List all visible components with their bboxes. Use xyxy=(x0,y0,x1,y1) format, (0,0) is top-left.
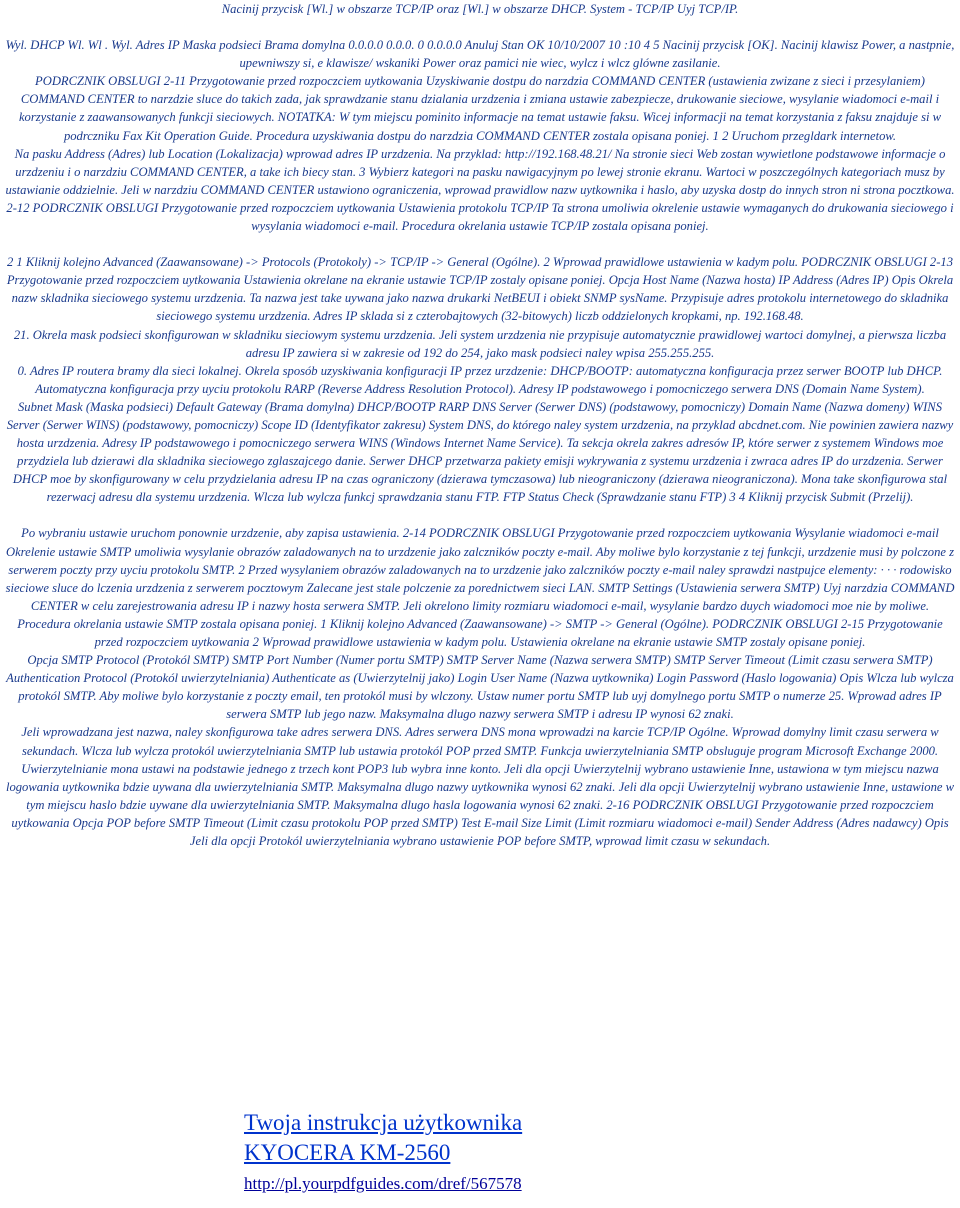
footer-links xyxy=(244,1108,744,1195)
paragraph: PODRCZNIK OBSLUGI 2-11 Przygotowanie przed rozpoczciem uytkowania Uzyskiwanie dostpu do narzdzia COMMAND CENTER (ustawienia zwizane z sieci i przesylaniem) COMMAND CENTER to narzdzie sluce do takich zada, jak sprawdzanie stanu dzialania urzdzenia i zmiana ustawie zabezpiecze, drukowanie sieciowe, wysylanie wiadomoci e-mail i korzystanie z zaawansowanych funkcji sieciowych. NOTATKA: W tym miejscu pominito informacje na temat ustawie faksu. Wicej informacji na temat korzystania z faksu znajduje si w podrczniku Fax Kit Operation Guide. Procedura uzyskiwania dostpu do narzdzia COMMAND CENTER zostala opisana poniej. 1 2 Uruchom przegldark internetow. xyxy=(18,74,942,143)
paragraph: Na pasku Address (Adres) lub Location (Lokalizacja) wprowad adres IP urzdzenia. Na przyklad: http://192.168.48.21/ Na stronie sieci Web zostan wywietlone podstawowe informacje o urzdzeniu i o narzdziu COMMAND CENTER, a take ich biecy stan. 3 Wybierz kategori na pasku nawigacyjnym po lewej stronie ekranu. Wartoci w poszczególnych kategoriach musz by ustawianie oddzielnie. Jeli w narzdziu COMMAND CENTER ustawiono ograniczenia, wprowad prawidlow nazw uytkownika i haslo, aby uzyska dostp do innych stron ni strona pocztkowa. 2-12 PODRCZNIK OBSLUGI Przygotowanie przed rozpoczciem uytkowania Ustawienia protokolu TCP/IP Ta strona umoliwia okrelenie ustawie wymaganych do drukowania sieciowego i wysylania wiadomoci e-mail. Procedura okrelania ustawie TCP/IP zostala opisana poniej. xyxy=(5,146,955,234)
paragraph: Opcja SMTP Protocol (Protokól SMTP) SMTP Port Number (Numer portu SMTP) SMTP Server Name (Nazwa serwera SMTP) SMTP Server Timeout (Limit czasu serwera SMTP) Authentication Protocol (Protokól uwierzytelniania) Authenticate as (Uwierzytelnij jako) Login User Name (Nazwa uytkownika) Login Password (Haslo logowania) Opis Wlcza lub wylcza protokól SMTP. Aby moliwe bylo korzystanie z poczty email, ten protokól musi by wlczony. Ustaw numer portu SMTP lub uyj domylnego portu SMTP o numerze 25. Wprowad adres IP serwera SMTP lub jego nazw. Maksymalna dlugo nazwy serwera SMTP i adresu IP wynosi 62 znaki. xyxy=(6,653,954,722)
paragraph: Subnet Mask (Maska podsieci) Default Gateway (Brama domylna) DHCP/BOOTP RARP DNS Server (Serwer DNS) (podstawowy, pomocniczy) Domain Name (Nazwa domeny) WINS Server (Serwer WINS) (podstawowy, pomocniczy) Scope ID (Identyfikator zakresu) System DNS, do którego naley system urzdzenia, na przyklad abcdnet.com. Nie powinien zawiera nazwy hosta urzdzenia. Adresy IP podstawowego i pomocniczego serwera WINS (Windows Internet Name Service). Ta sekcja okrela zakres adresów IP, które serwer z systemem Windows moe przydziela lub dzierawi dla skladnika sieciowego zglaszajcego danie. Serwer DHCP przetwarza pakiety emisji wykrywania z systemu urzdzenia i zwraca adres IP do urzdzenia. Serwer DHCP moe by skonfigurowany w celu przydzielania adresu IP na czas ograniczony (dzierawa tymczasowa) lub nieograniczony (dzierawa nieograniczona). Mona take skonfigurowa stal rezerwacj adresu dla systemu urzdzenia. Wlcza lub wylcza funkcj sprawdzania stanu FTP. FTP Status Check (Sprawdzanie stanu FTP) 3 4 Kliknij przycisk Submit (Przelij). xyxy=(6,399,954,505)
paragraph: Po wybraniu ustawie uruchom ponownie urzdzenie, aby zapisa ustawienia. 2-14 PODRCZNIK OBSLUGI Przygotowanie przed rozpoczciem uytkowania Wysylanie wiadomoci e-mail Okrelenie ustawie SMTP umoliwia wysylanie obrazów zaladowanych na to urzdzenie jako zalczników poczty e-mail. Aby moliwe bylo korzystanie z tej funkcji, urzdzenie musi by polczone z serwerem poczty przy uyciu protokolu SMTP. 2 Przed wysylaniem obrazów zaladowanych na to urzdzenie jako zalczników poczty e-mail naley sprawdzi nastpujce elementy: · · · rodowisko sieciowe sluce do lczenia urzdzenia z serwerem pocztowym Zalecane jest stale polczenie za porednictwem sieci LAN. SMTP Settings (Ustawienia serwera SMTP) Uyj narzdzia COMMAND CENTER w celu zarejestrowania adresu IP i nazwy hosta serwera SMTP. Jeli okrelono limity rozmiaru wiadomoci e-mail, wysylanie bardzo duych wiadomoci moe nie by moliwe. Procedura okrelania ustawie SMTP zostala opisana poniej. 1 Kliknij kolejno Advanced (Zaawansowane) -> SMTP -> General (Ogólne). PODRCZNIK OBSLUGI 2-15 Przygotowanie przed rozpoczciem uytkowania 2 Wprowad prawidlowe ustawienia w kadym polu. Ustawienia okrelane na ekranie ustawie SMTP zostaly opisane poniej. xyxy=(5,526,955,649)
paragraph: Jeli wprowadzana jest nazwa, naley skonfigurowa take adres serwera DNS. Adres serwera DNS mona wprowadzi na karcie TCP/IP Ogólne. Wprowad domylny limit czasu serwera w sekundach. Wlcza lub wylcza protokól uwierzytelniania SMTP lub ustawia protokól POP przed SMTP. Funkcja uwierzytelniania SMTP obsluguje program Microsoft Exchange 2000. xyxy=(21,725,939,758)
manual-title-link[interactable]: Twoja instrukcja użytkownika xyxy=(244,1110,523,1135)
paragraph: 0. Adres IP routera bramy dla sieci lokalnej. Okrela sposób uzyskiwania konfiguracji IP przez urzdzenie: DHCP/BOOTP: automatyczna konfiguracja przez serwer BOOTP lub DHCP. Automatyczna konfiguracja przy uyciu protokolu RARP (Reverse Address Resolution Protocol). Adresy IP podstawowego i pomocniczego serwera DNS (Domain Name System). xyxy=(17,363,943,396)
paragraph: Uwierzytelnianie mona ustawi na podstawie jednego z trzech kont POP3 lub wybra inne konto. Jeli dla opcji Uwierzytelnij wybrano ustawienie Inne, ustawiona w tym miejscu nazwa logowania uytkownika bdzie uywana dla uwierzytelniania SMTP. Maksymalna dlugo nazwy uytkownika wynosi 62 znaki. Jeli dla opcji Uwierzytelnij wybrano ustawienie Inne, ustawione w tym miejscu haslo bdzie uywane dla uwierzytelniania SMTP. Maksymalna dlugo hasla logowania wynosi 62 znaki. 2-16 PODRCZNIK OBSLUGI Przygotowanie przed rozpoczciem uytkowania Opcja POP before SMTP Timeout (Limit czasu protokolu POP przed SMTP) Test E-mail Size Limit (Limit rozmiaru wiadomoci e-mail) Sender Address (Adres nadawcy) Opis Jeli dla opcji Protokól uwierzytelniania wybrano ustawienie POP before SMTP, wprowad limit czasu w sekundach. xyxy=(5,761,955,849)
paragraph: 2 1 Kliknij kolejno Advanced (Zaawansowane) -> Protocols (Protokoly) -> TCP/IP -> General (Ogólne). 2 Wprowad prawidlowe ustawienia w kadym polu. PODRCZNIK OBSLUGI 2-13 Przygotowanie przed rozpoczciem uytkowania Ustawienia okrelane na ekranie ustawie TCP/IP zostaly opisane poniej. Opcja Host Name (Nazwa hosta) IP Address (Adres IP) Opis Okrela nazw skladnika sieciowego systemu urzdzenia. Ta nazwa jest take uywana jako nazwa drukarki NetBEUI i obiekt SNMP sysName. Przypisuje adres protokolu internetowego do skladnika sieciowego systemu urzdzenia. Adres IP sklada si z czterobajtowych (32-bitowych) liczb oddzielonych kropkami, np. 192.168.48. xyxy=(6,255,954,324)
model-link[interactable]: KYOCERA KM-2560 xyxy=(244,1140,451,1165)
paragraph: 21. Okrela mask podsieci skonfigurowan w skladniku sieciowym systemu urzdzenia. Jeli system urzdzenia nie przypisuje automatycznie prawidlowej wartoci domylnej, a pierwsza liczba adresu IP zawiera si w zakresie od 192 do 254, jako mask podsieci naley wpisa 255.255.255. xyxy=(13,327,947,360)
paragraph: Wyl. DHCP Wl. Wl . Wyl. Adres IP Maska podsieci Brama domylna 0.0.0.0 0.0.0. 0 0.0.0.0 Anuluj Stan OK 10/10/2007 10 :10 4 5 Nacinij przycisk [OK]. Nacinij klawisz Power, a nastpnie, upewniwszy si, e klawisze/ wskaniki Power oraz pamici nie wiec, wylcz i wlcz glówne zasilanie. xyxy=(5,38,955,71)
manual-url-link[interactable]: http://pl.yourpdfguides.com/dref/567578 xyxy=(244,1174,522,1193)
paragraph: Nacinij przycisk [Wl.] w obszarze TCP/IP oraz [Wl.] w obszarze DHCP. System - TCP/IP Uyj TCP/IP. xyxy=(221,2,739,16)
document-body xyxy=(4,0,956,850)
